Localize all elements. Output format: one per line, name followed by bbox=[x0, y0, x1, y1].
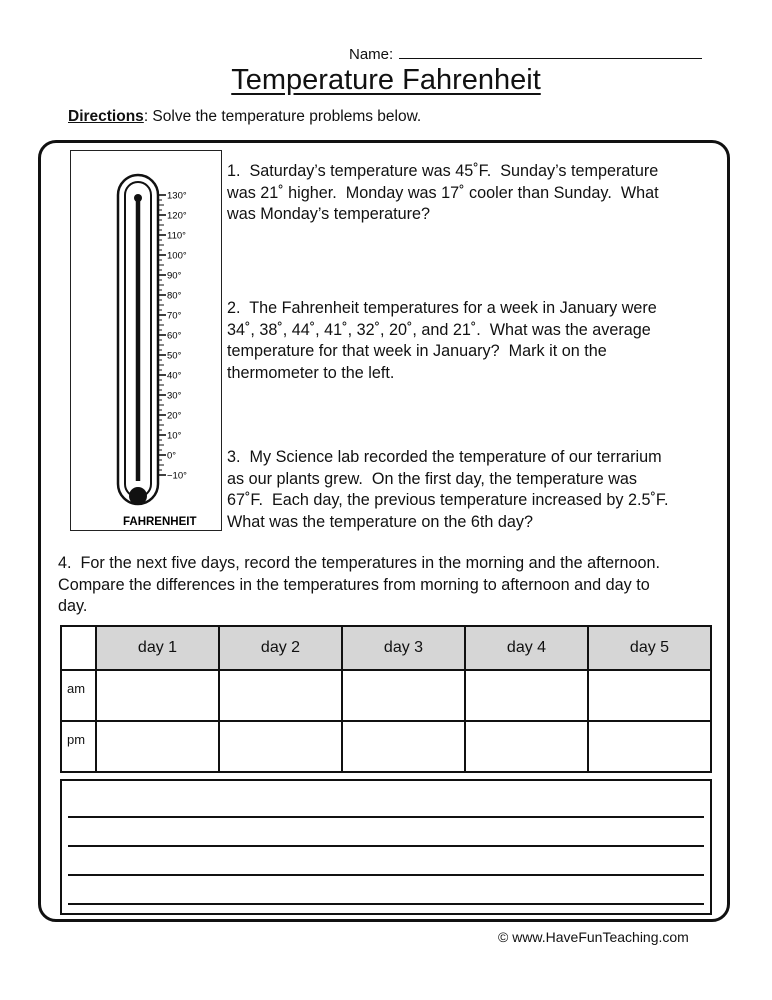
question-text: was 21˚ higher. Monday was 17˚ cooler than Sunday. What bbox=[227, 183, 659, 202]
writing-area[interactable] bbox=[60, 779, 712, 915]
column-header: day 2 bbox=[219, 626, 342, 670]
question-line bbox=[227, 447, 717, 469]
question-text: thermometer to the left. bbox=[227, 363, 395, 382]
directions-text: : Solve the temperature problems below. bbox=[143, 108, 422, 125]
question-3 bbox=[227, 447, 717, 533]
mercury-top bbox=[134, 194, 142, 202]
answer-cell[interactable] bbox=[465, 670, 588, 721]
question-text: 34˚, 38˚, 44˚, 41˚, 32˚, 20˚, and 21˚. What was the average bbox=[227, 320, 651, 339]
question-line bbox=[227, 298, 717, 320]
writing-line[interactable] bbox=[68, 874, 704, 876]
question-2 bbox=[227, 298, 717, 384]
answer-cell[interactable] bbox=[96, 721, 219, 772]
table-row bbox=[61, 721, 711, 772]
question-line bbox=[227, 512, 717, 534]
answer-cell[interactable] bbox=[588, 721, 711, 772]
writing-line[interactable] bbox=[68, 903, 704, 905]
question-line bbox=[227, 320, 717, 342]
question-line bbox=[58, 596, 723, 618]
directions-label: Directions bbox=[68, 108, 144, 125]
question-text: 67˚F. Each day, the previous temperature increased by 2.5˚F. bbox=[227, 491, 669, 509]
scale-tick-label: 120° bbox=[167, 210, 187, 222]
scale-tick-label: 130° bbox=[167, 190, 187, 202]
question-4 bbox=[58, 553, 723, 618]
scale-tick-label: 100° bbox=[167, 250, 187, 262]
scale-tick-label: 110° bbox=[167, 230, 186, 242]
answer-cell[interactable] bbox=[342, 670, 465, 721]
answer-cell[interactable] bbox=[588, 670, 711, 721]
question-line bbox=[58, 553, 723, 575]
row-label-pm: pm bbox=[61, 721, 96, 772]
column-header: day 5 bbox=[588, 626, 711, 670]
question-text: temperature for that week in January? Mark it on the bbox=[227, 342, 607, 360]
question-text: For the next five days, record the temperatures in the morning and the afternoon. bbox=[80, 554, 660, 572]
question-text: Saturday’s temperature was 45˚F. Sunday’s temperature bbox=[249, 162, 659, 180]
answer-cell[interactable] bbox=[465, 721, 588, 772]
answer-cell[interactable] bbox=[342, 721, 465, 772]
question-line bbox=[227, 363, 717, 385]
column-header: day 1 bbox=[96, 626, 219, 670]
question-text: My Science lab recorded the temperature of our terrarium bbox=[249, 448, 662, 466]
copyright-footer: © www.HaveFunTeaching.com bbox=[498, 929, 689, 945]
question-number: 3. bbox=[227, 448, 250, 466]
scale-tick-label: 0° bbox=[167, 450, 177, 462]
answer-cell[interactable] bbox=[219, 721, 342, 772]
question-text: as our plants grew. On the first day, the temperature was bbox=[227, 469, 637, 488]
scale-tick-label: 20° bbox=[167, 410, 182, 422]
thermometer-scale-label: FAHRENHEIT bbox=[123, 516, 197, 528]
question-text: was Monday’s temperature? bbox=[227, 205, 431, 223]
page-title: Temperature Fahrenheit bbox=[231, 64, 541, 96]
question-line bbox=[227, 341, 717, 363]
question-line bbox=[58, 575, 723, 597]
writing-line[interactable] bbox=[68, 816, 704, 818]
answer-cell[interactable] bbox=[96, 670, 219, 721]
writing-line[interactable] bbox=[68, 845, 704, 847]
question-text: Compare the differences in the temperatures from morning to afternoon and day to bbox=[58, 575, 650, 594]
scale-tick-label: 50° bbox=[167, 350, 182, 362]
question-text: What was the temperature on the 6th day? bbox=[227, 512, 533, 531]
scale-tick-label: 70° bbox=[167, 310, 182, 322]
question-text: The Fahrenheit temperatures for a week in January were bbox=[249, 299, 657, 317]
scale-tick-label: 60° bbox=[167, 330, 182, 342]
scale-tick-label: 80° bbox=[167, 290, 182, 302]
scale-tick-label: −10° bbox=[167, 470, 187, 482]
question-text: day. bbox=[58, 597, 88, 615]
row-label-am: am bbox=[61, 670, 96, 721]
question-number: 1. bbox=[227, 162, 250, 180]
table-header-row bbox=[61, 626, 711, 670]
name-label: Name: bbox=[349, 46, 394, 63]
scale-tick-label: 10° bbox=[167, 430, 182, 442]
thermometer-illustration[interactable] bbox=[71, 151, 220, 529]
question-number: 2. bbox=[227, 299, 250, 317]
question-line bbox=[227, 490, 717, 512]
name-field[interactable] bbox=[349, 44, 702, 63]
temperature-table bbox=[60, 625, 712, 773]
column-header: day 3 bbox=[342, 626, 465, 670]
question-line bbox=[227, 204, 717, 226]
directions bbox=[68, 108, 421, 126]
answer-cell[interactable] bbox=[219, 670, 342, 721]
scale-tick-label: 90° bbox=[167, 270, 182, 282]
scale-tick-label: 30° bbox=[167, 390, 182, 402]
thermometer-bulb bbox=[129, 487, 147, 505]
question-line bbox=[227, 161, 717, 183]
name-line[interactable] bbox=[399, 44, 702, 59]
question-number: 4. bbox=[58, 554, 81, 572]
column-header: day 4 bbox=[465, 626, 588, 670]
table-row bbox=[61, 670, 711, 721]
scale-tick-label: 40° bbox=[167, 370, 182, 382]
thermometer-scale bbox=[158, 191, 187, 482]
question-line bbox=[227, 469, 717, 491]
thermometer-box bbox=[70, 150, 222, 531]
question-1 bbox=[227, 161, 717, 226]
question-line bbox=[227, 183, 717, 205]
table-corner-cell bbox=[61, 626, 96, 670]
